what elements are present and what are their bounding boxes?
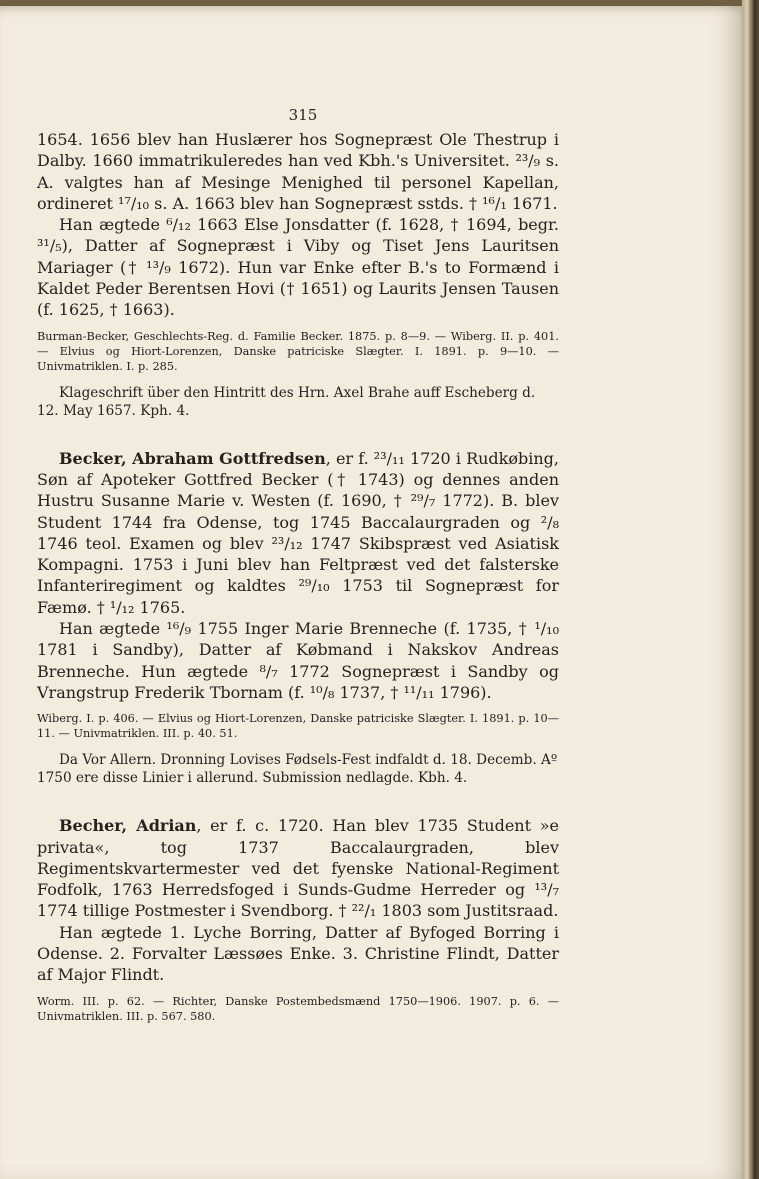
entry-becher-paragraph-2: Han ægtede 1. Lyche Borring, Datter af Byfoged Borring i Odense. 2. Forvalter Læssøes Enke. 3. Christine Flindt, Datter af Major Flindt. <box>37 922 559 985</box>
entry-becher-paragraph-1 <box>37 815 559 921</box>
page-number: 315 <box>288 106 318 124</box>
intro-work-title: Klageschrift über den Hintritt des Hrn. Axel Brahe auff Escheberg d. 12. May 1657. Kph. 4. <box>37 384 536 419</box>
entry-becher-name: Becher, Adrian <box>59 816 197 836</box>
entry-becker <box>37 448 559 788</box>
entry-becker-references: Wiberg. I. p. 406. — Elvius og Hiort-Lorenzen, Danske patriciske Slægter. I. 1891. p. 10—11. — Univmatriklen. III. p. 40. 51. <box>37 712 559 741</box>
entry-becker-name: Becker, Abraham Gottfredsen <box>59 448 326 468</box>
entry-becker-work-title: Da Vor Allern. Dronning Lovises Fødsels-Fest indfaldt d. 18. Decemb. Aº 1750 ere disse Linier i allerund. Submission nedlagde. Kbh. 4. <box>37 752 558 787</box>
entry-becher <box>37 815 559 1023</box>
entry-becker-paragraph-1 <box>37 448 559 618</box>
entry-becher-references: Worm. III. p. 62. — Richter, Danske Postembedsmænd 1750—1906. 1907. p. 6. — Univmatriklen. III. p. 567. 580. <box>37 994 559 1023</box>
page-text <box>37 129 559 1024</box>
intro-paragraph-2: Han ægtede ⁶/₁₂ 1663 Else Jonsdatter (f. 1628, † 1694, begr. ³¹/₅), Datter af Sognepræst i Viby og Tiset Jens Lauritsen Mariager († ¹³/₉ 1672). Hun var Enke efter B.'s to Formænd i Kaldet Peder Berentsen Hovi († 1651) og Laurits Jensen Tausen (f. 1625, † 1663). <box>37 215 559 320</box>
intro-references: Burman-Becker, Geschlechts-Reg. d. Familie Becker. 1875. p. 8—9. — Wiberg. II. p. 401. — Elvius og Hiort-Lorenzen, Danske patriciske Slægter. I. 1891. p. 9—10. — Univmatriklen. I. p. 285. <box>37 329 559 373</box>
book-page-edge <box>742 0 759 1179</box>
book-page <box>0 6 742 1179</box>
entry-becher-text-1: , er f. c. 1720. Han blev 1735 Student »e privata«, tog 1737 Baccalaurgraden, blev Regimentskvartermester ved det fyenske National-Regiment Fodfolk, 1763 Herredsfoged i Sunds-Gudme Herreder og ¹³/₇ 1774 tillige Postmester i Svendborg. † ²²/₁ 1803 som Justitsraad. <box>37 816 559 921</box>
entry-becker-text-1: , er f. ²³/₁₁ 1720 i Rudkøbing, Søn af Apoteker Gottfred Becker († 1743) og dennes anden Hustru Susanne Marie v. Westen (f. 1690, † ²⁹/₇ 1772). B. blev Student 1744 fra Odense, tog 1745 Baccalaurgraden og ²/₈ 1746 teol. Examen og blev ²³/₁₂ 1747 Skibspræst ved Asiatisk Kompagni. 1753 i Juni blev han Feltpræst ved det falsterske Infanteriregiment og kaldtes ²⁹/₁₀ 1753 til Sognepræst for Fæmø. † ¹/₁₂ 1765. <box>37 448 559 617</box>
entry-becker-paragraph-2: Han ægtede ¹⁶/₉ 1755 Inger Marie Brenneche (f. 1735, † ¹/₁₀ 1781 i Sandby), Datter af Købmand i Nakskov Andreas Brenneche. Hun ægtede ⁸/₇ 1772 Sognepræst i Sandby og Vrangstrup Frederik Tbornam (f. ¹⁰/₈ 1737, † ¹¹/₁₁ 1796). <box>37 619 559 702</box>
intro-paragraph-1: 1654. 1656 blev han Huslærer hos Sognepræst Ole Thestrup i Dalby. 1660 immatrikuleredes han ved Kbh.'s Universitet. ²³/₉ s. A. valgtes han af Mesinge Menighed til personel Kapellan, ordineret ¹⁷/₁₀ s. A. 1663 blev han Sognepræst sstds. † ¹⁶/₁ 1671. <box>37 130 559 213</box>
